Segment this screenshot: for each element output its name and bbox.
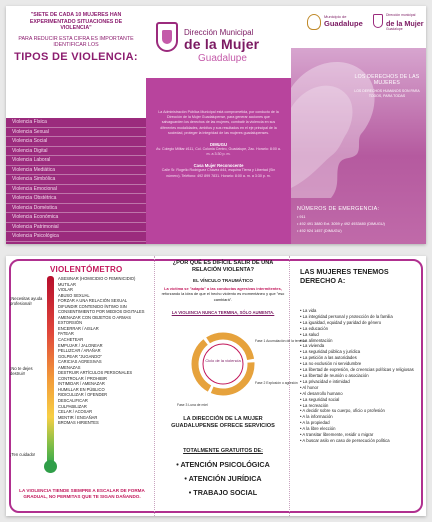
list-item: • A la libre elección [300,426,336,432]
emergency-number: • 492 924 1457 (DIMUGU) [297,229,342,233]
list-item: • A buscar asilo en caso de persecución política [300,437,390,443]
list-item: Violencia Simbólica [6,175,146,185]
list-item: Violencia Física [6,118,146,128]
service-item: • TRABAJO SOCIAL [188,488,258,497]
bond-rest: reforzando la idea de que el hecho violento es momentáneo y que "eso cambiará". [161,291,285,302]
list-item: RIDICULIZAR / OFENDER [58,392,108,398]
list-item: • La seguridad pública y jurídica [300,349,361,355]
types-panel [6,6,146,244]
seal-icon [156,22,178,52]
types-title: TIPOS DE VIOLENCIA: [14,51,138,64]
emergency-title: NÚMEROS DE EMERGENCIA: [297,206,380,212]
thermometer-bulb-icon [44,460,57,473]
list-item: • A la información [300,414,333,420]
logo-city: Guadalupe [198,53,247,64]
logo-name: de la Mujer [386,19,424,28]
emergency-number: • 911 [297,215,306,219]
list-item: • La petición a las autoridades [300,355,357,361]
never-ends-text: LA VIOLENCIA NUNCA TERMINA, SÓLO AUMENTA. [171,310,275,315]
level-label: ¡Necesitas ayuda profesional! [10,296,43,307]
cycle-center [203,344,243,384]
service-item: • ATENCIÓN JURÍDICA [184,474,262,483]
list-item: • La alimentación [300,337,333,343]
dimugu-logo [146,6,291,78]
violence-cycle-diagram [171,320,306,412]
list-item: CACHETEAR [58,337,84,343]
thermometer-icon [47,276,54,464]
list-item: DIFUNDIR CONTENIDO ÍNTIMO SIN CONSENTIMIENTO POR MEDIOS DIGITALES [58,303,145,315]
list-item: FORZAR A UNA RELACIÓN SEXUAL [58,298,128,304]
list-item: VIOLAR [58,287,74,293]
brochure-inside [6,256,426,516]
list-item: AMENAZAR CON OBJETOS O ARMAS [58,314,131,320]
office-title: DIMUGU [210,142,227,148]
list-item: • La no exclusión ni servidumbre [300,361,362,367]
list-item: ENCERRAR / AISLAR [58,325,99,331]
list-item: • La salud [300,331,319,337]
list-item: Violencia Económica [6,213,146,223]
bond-lead: La víctima se "adapta" a las conductas agresivas intermitentes, [164,286,282,291]
list-item: • Al honor [300,384,319,390]
office-address: Calle Sr. Rogelio Rodríguez Chávez #44, esquina Tierra y Libertad (Sin número). Teléfono: 492 899 7831. Horario: 8:00 a. m. a 3:30 p. m. [161,168,276,178]
list-item: Violencia Social [6,137,146,147]
bond-panel [154,256,306,516]
violence-types-list [6,118,146,244]
list-item: PATEAR [58,331,74,337]
level-label: ¡Ten cuidado! [10,452,36,457]
rights-panel [290,256,426,516]
bond-text [161,286,285,302]
list-item: • La vida [300,308,317,313]
logo-label: Municipio de [324,14,347,19]
list-item: EMPUJAR / JALONEAR [58,342,103,348]
list-item: CONTROLAR / PROHIBIR [58,375,107,381]
list-item: Violencia Patrimonial [6,223,146,233]
statistic-headline: "SIETE DE CADA 10 MUJERES HAN EXPERIMENTADO SITUACIONES DE VIOLENCIA" [29,12,123,32]
list-item: GOLPEAR "JUGANDO" [58,353,102,359]
list-item: MUTILAR [58,281,76,287]
woman-profile-illustration [291,48,426,198]
list-item: CARICIAS AGRESIVAS [58,359,102,365]
list-item: • A decidir sobre su cuerpo, oficio o profesión [300,408,385,414]
logo-label: Dirección Municipal [184,28,254,37]
list-item: DESCALIFICAR [58,398,88,404]
violence-warning: LA VIOLENCIA TIENDE SIEMPRE A ESCALAR DE FORMA GRADUAL, NO PERMITAS QUE TE SIGAN DAÑANDO. [19,488,145,499]
office-address: Av. Colegio Militar #111, Col. Colonia Centro, Guadalupe, Zac. Horario: 8:00 a. m. a 3:30 p. m. [156,147,281,157]
rights-heading: LAS MUJERES TENEMOS DERECHO A: [300,267,389,285]
list-item: AMENAZAS [58,364,81,370]
list-item: ABUSO SEXUAL [58,292,90,298]
list-item: HUMILLAR EN PÚBLICO [58,386,105,392]
logo-label: Dirección municipal [386,13,416,17]
list-item: • La educación [300,325,328,331]
info-panel [146,6,291,244]
cycle-phase-label: Fase 2 Explosión o agresión [255,381,298,385]
seal-icon [373,14,383,28]
list-item: • La seguridad social [300,396,340,402]
list-item: CULPABILIZAR [58,403,87,409]
bond-title: EL VÍNCULO TRAUMÁTICO [193,278,253,283]
cycle-phase-label: Fase 1 Acumulación de la tensión [255,339,306,343]
list-item: Violencia Mediática [6,166,146,176]
list-item: • La vivienda [300,343,325,349]
list-item: MENTIR / ENGAÑAR [58,414,98,420]
list-item: Violencia Obstétrica [6,194,146,204]
list-item: Violencia Digital [6,147,146,157]
list-item: Violencia Sexual [6,128,146,138]
violentometro-title: VIOLENTÓMETRO [50,265,123,274]
emergency-number: • 492 491 3880 Ext. 3059 y 492 4933480 (DIMUGU) [297,222,385,226]
list-item: BROMAS HIRIENTES [58,420,99,426]
list-item: EXTORSIÓN [58,320,83,326]
statistic-subhead: PARA REDUCIR ESTA CIFRA ES IMPORTANTE IDENTIFICAR LOS [18,35,134,49]
list-item: • La privacidad e intimidad [300,378,350,384]
list-item: Violencia Emocional [6,185,146,195]
list-item: • La integridad personal y protección de la familia [300,313,393,319]
list-item: Violencia Doméstica [6,204,146,214]
cover-panel [291,6,426,244]
level-label: ¡No te dejes destruir! [10,366,33,377]
logo-city: Guadalupe [386,27,403,31]
cycle-center-label: Ciclo de la violencia [205,358,241,363]
list-item: DESTRUIR ARTÍCULOS PERSONALES [58,370,133,376]
list-item: Violencia Psicológica [6,232,146,242]
list-item: • A la propiedad [300,420,330,426]
rights-list [300,308,422,444]
intro-text: La Administración Pública Municipal está comprometida, por conducto de la Dirección de la Mujer Guadalupense, para generar acciones que salvaguarden los derechos de las mujeres, combatir la violencia en sus diferentes modalidades, ámbitos y sus resultados en el eje principal de la sociedad, proteger la integridad de las mujeres guadalupenses. [158,110,279,135]
municipality-crest-icon [307,14,321,30]
list-item: ASESINAR (HOMICIDIO O FEMINICIDIO) [58,276,136,281]
bond-question: ¿POR QUÉ ES DIFÍCIL SALIR DE UNA RELACIÓN VIOLENTA? [172,260,274,273]
list-item: CELAR / ACOSAR [58,409,93,415]
cycle-phase-label: Fase 3 Luna de miel [177,403,208,407]
list-item: • La libertad de reunión o asociación [300,372,369,378]
services-intro: LA DIRECCIÓN DE LA MUJER GUADALUPENSE OFRECE SERVICIOS [171,416,275,429]
rights-title: LOS DERECHOS DE LAS MUJERES [354,74,420,86]
service-item: • ATENCIÓN PSICOLÓGICA [176,460,270,469]
list-item: • La recreación [300,402,329,408]
free-services-label: TOTALMENTE GRATUITOS DE: [183,448,263,454]
rights-subtitle: LOS DERECHOS HUMANOS SON PARA TODOS, PARA TODAS [354,89,420,98]
logo-name: de la Mujer [184,36,260,52]
list-item: INTIMIDAR / AMENAZAR [58,381,105,387]
logo-name: Guadalupe [324,19,363,28]
list-item: • Al desarrollo humano [300,390,343,396]
list-item: • A transitar libremente, residir o migrar [300,432,374,438]
list-item: PELLIZCAR / ARAÑAR [58,348,101,354]
list-item: • La igualdad, equidad y paridad de género [300,319,382,325]
office-title: Casa Mujer Reconocente [193,163,244,169]
violentometro-panel [6,256,154,516]
list-item: • La libertad de expresión, de creencias políticas y religiosas [300,367,414,373]
brochure-outside [6,6,426,244]
violence-scale-list [58,276,150,426]
list-item: Violencia Laboral [6,156,146,166]
